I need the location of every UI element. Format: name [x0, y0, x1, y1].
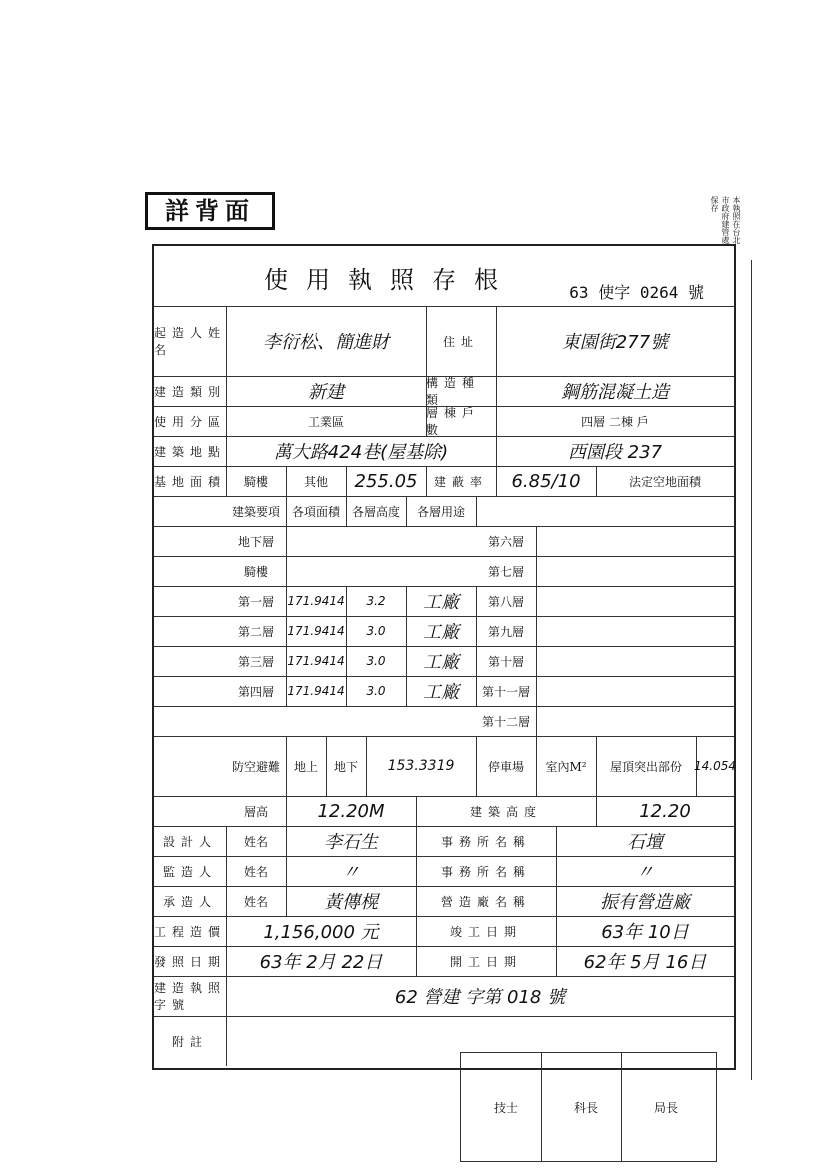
shelter-below-label: 地下: [326, 736, 367, 796]
col-header-height: 各層高度: [346, 496, 407, 526]
shelter-above-label: 地上: [286, 736, 327, 796]
floor-name-right: 第十二層: [476, 706, 537, 736]
approve-third: 局長: [653, 1100, 678, 1115]
floor-row-2: [154, 616, 734, 647]
col-header-item: 建築要項: [226, 496, 287, 526]
form-title: 使用執照存根: [264, 266, 516, 294]
zone-label: 使用分區: [154, 406, 227, 436]
cost-value: 1,156,000 元: [226, 916, 417, 946]
issue-value: 63年 2月 22日: [226, 946, 417, 976]
col-header-use: 各層用途: [406, 496, 477, 526]
office-label: 事務所名稱: [416, 856, 557, 886]
company-value: 振有營造廠: [600, 892, 690, 913]
permit-row: [154, 976, 734, 1017]
supervisor-value: 〃: [286, 856, 417, 886]
floor-name: 第一層: [226, 586, 287, 616]
legal-area-label: 法定空地面積: [628, 474, 701, 489]
permit-value: 62 營建 字第 018 號: [394, 987, 566, 1008]
structure-value: 鋼筋混凝土造: [561, 382, 669, 403]
arcade-label: 騎樓: [226, 466, 287, 496]
cost-label: 工程造價: [154, 916, 227, 946]
issue-label: 發照日期: [154, 946, 227, 976]
floor-name-right: 第十一層: [476, 676, 537, 706]
building-height-value: 12.20: [639, 800, 691, 822]
cost-row: [154, 916, 734, 947]
floors-header: [154, 496, 734, 527]
builder-label: 起造人姓名: [154, 306, 227, 376]
zone-row: [154, 406, 734, 437]
floor-height: 3.0: [346, 676, 407, 706]
builder-row: [154, 306, 734, 377]
floor-name-right: 第八層: [476, 586, 537, 616]
col-header-area: 各項面積: [286, 496, 347, 526]
location-label: 建築地點: [154, 436, 227, 466]
office-value: 石壇: [627, 832, 663, 853]
permit-form: [152, 244, 736, 1070]
level-height-value: 12.20M: [286, 796, 417, 826]
floor-name-right: 第七層: [476, 556, 537, 586]
floor-row-12: [154, 706, 734, 737]
coverage-label: 建蔽率: [426, 466, 497, 496]
header-note: 本執照在台北市政府建管處保存: [710, 196, 741, 244]
designer-row: [154, 826, 734, 857]
approve-first: 技士: [471, 1053, 542, 1161]
contractor-row: [154, 886, 734, 917]
floor-area: 171.9414: [286, 586, 347, 616]
floor-row-1: [154, 586, 734, 617]
floor-name: 第三層: [226, 646, 287, 676]
location-value: 萬大路424巷(屋基除): [226, 436, 497, 466]
start-value: 62年 5月 16日: [583, 952, 707, 973]
floor-name-right: 第六層: [476, 526, 537, 556]
notes-label: 附註: [154, 1016, 227, 1066]
site-area-row: [154, 466, 734, 497]
category-row: [154, 376, 734, 407]
supervisor-office: 〃: [636, 862, 654, 883]
approve-second: 科長: [551, 1053, 622, 1161]
floor-name-right: 第十層: [476, 646, 537, 676]
address-value: 東園街277號: [561, 332, 669, 353]
contractor-value: 黃傳榥: [286, 886, 417, 916]
builder-value: 李衍松、簡進財: [226, 306, 427, 376]
floor-area: 171.9414: [286, 646, 347, 676]
structure-label: 構造種類: [426, 376, 497, 406]
floor-use: 工廠: [406, 586, 477, 616]
floor-row-4: [154, 676, 734, 707]
floor-name: 地下層: [226, 526, 287, 556]
contractor-label: 承造人: [154, 886, 227, 916]
height-row: [154, 796, 734, 827]
floor-height: 3.2: [346, 586, 407, 616]
name-label: 姓名: [226, 826, 287, 856]
parking-in: 室內M²: [536, 736, 597, 796]
name-label: 姓名: [226, 856, 287, 886]
shelter-label: 防空避難: [226, 736, 287, 796]
floors-value: 四層 二棟 戶: [581, 414, 649, 429]
parking-label: 停車場: [476, 736, 537, 796]
designer-label: 設計人: [154, 826, 227, 856]
supervisor-label: 監造人: [154, 856, 227, 886]
level-height-label: 層高: [226, 796, 287, 826]
permit-label: 建造執照字號: [154, 976, 227, 1016]
floor-height: 3.0: [346, 646, 407, 676]
roof-label: 屋頂突出部份: [596, 736, 697, 796]
location-row: [154, 436, 734, 467]
complete-value: 63年 10日: [601, 922, 689, 943]
start-label: 開工日期: [416, 946, 557, 976]
shelter-below-value: 153.3319: [366, 736, 477, 796]
floor-height: 3.0: [346, 616, 407, 646]
floor-name-right: 第九層: [476, 616, 537, 646]
category-value: 新建: [226, 376, 427, 406]
floor-row-3: [154, 646, 734, 677]
approval-box: [460, 1052, 717, 1162]
company-label: 營造廠名稱: [416, 886, 557, 916]
supervisor-row: [154, 856, 734, 887]
location-parcel: 西園段 237: [567, 442, 663, 463]
other-label: 其他: [286, 466, 347, 496]
category-label: 建造類別: [154, 376, 227, 406]
site-area-value: 255.05: [346, 466, 427, 496]
zone-value: 工業區: [226, 406, 427, 436]
building-height-label: 建築高度: [416, 796, 597, 826]
roof-value: 14.054: [694, 759, 736, 773]
floor-name: 第四層: [226, 676, 287, 706]
detail-stamp: 詳背面: [145, 192, 275, 230]
address-label: 住址: [426, 306, 497, 376]
floor-use: 工廠: [406, 646, 477, 676]
floor-name: 第二層: [226, 616, 287, 646]
floor-row-arcade: [154, 556, 734, 587]
permit-number: 63 使字 0264 號: [569, 283, 704, 302]
coverage-value: 6.85/10: [496, 466, 597, 496]
complete-label: 竣工日期: [416, 916, 557, 946]
floor-name: 騎樓: [226, 556, 287, 586]
floor-row-b: [154, 526, 734, 557]
name-label: 姓名: [226, 886, 287, 916]
site-area-label: 基地面積: [154, 466, 227, 496]
floor-area: 171.9414: [286, 676, 347, 706]
floors-label: 層棟戶數: [426, 406, 497, 436]
shelter-row: [154, 736, 734, 797]
form-title-row: [154, 246, 734, 307]
right-margin-fragment: [751, 260, 832, 1080]
issue-row: [154, 946, 734, 977]
office-label: 事務所名稱: [416, 826, 557, 856]
designer-value: 李石生: [286, 826, 417, 856]
floor-use: 工廠: [406, 676, 477, 706]
floor-use: 工廠: [406, 616, 477, 646]
floor-area: 171.9414: [286, 616, 347, 646]
